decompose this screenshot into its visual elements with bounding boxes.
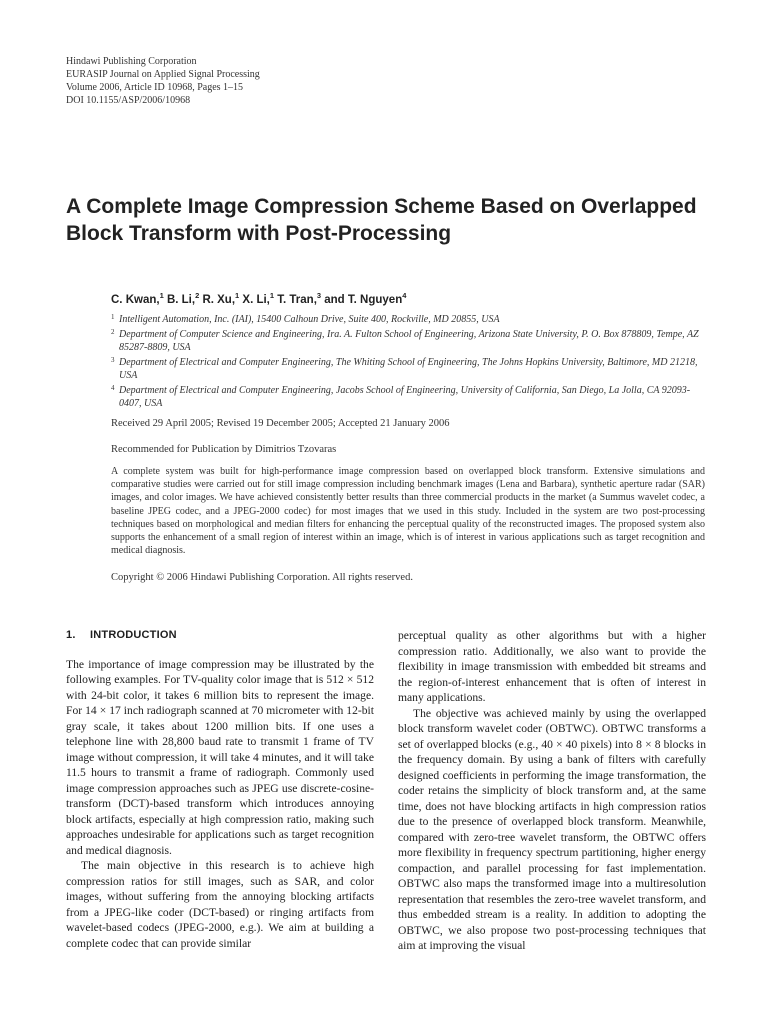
recommended-by: Recommended for Publication by Dimitrios Tzovaras (111, 444, 337, 455)
affiliation: 2 Department of Computer Science and Engineering, Ira. A. Fulton School of Engineering, Arizona State University, P. O. Box 878809, Tempe, AZ 85287-8809, USA (111, 328, 699, 353)
paragraph: The importance of image compression may be illustrated by the following examples. For TV-quality color image that is 512 × 512 with 24-bit color, it takes 6 million bits to represent the image. For 14 × 17 inch radiograph scanned at 70 micrometer with 12-bit gray scale, it takes about 1200 million bits. If one uses a telephone line with 28,800 baud rate to transmit 1 frame of TV image without compression, it will take 4 minutes, and it will take 11.5 hours to transmit a frame of radiograph. Commonly used image compression approaches such as JPEG use discrete-cosine-transform (DCT)-based transform which introduces annoying block artifacts, especially at high compression ratio, making such approaches undesirable for applications such as target recognition and medical diagnosis. (66, 657, 374, 857)
paper-title: A Complete Image Compression Scheme Based on Overlapped Block Transform with Post-Processing (66, 195, 697, 245)
affiliation-list (111, 313, 711, 412)
body-column-left (66, 628, 374, 951)
paragraph: The main objective in this research is to achieve high compression ratios for still images, such as SAR, and color images, without suffering from the annoying blocking artifacts from a JPEG-like coder (DCT-based) or ringing artifacts from wavelet-based codecs (JPEG-2000, e.g.). We aim at building a complete codec that can provide similar (66, 859, 374, 950)
doi-line: DOI 10.1155/ASP/2006/10968 (66, 95, 191, 106)
paragraph: perceptual quality as other algorithms but with a higher compression ratio. Additionally, we also want to provide the flexibility in image transmission with embedded bit streams and the region-of-interest enhancement that is often of interest in many applications. (398, 629, 706, 704)
body-column-right (398, 628, 706, 954)
affiliation: 4 Department of Electrical and Computer Engineering, Jacobs School of Engineering, University of California, San Diego, La Jolla, CA 92093-0407, USA (111, 384, 691, 409)
journal-line: EURASIP Journal on Applied Signal Processing (66, 69, 260, 80)
abstract: A complete system was built for high-performance image compression based on overlapped block transform. Extensive simulations and comparative studies were carried out for still image compression including benchmark images (Lena and Barbara), synthetic aperture radar (SAR) images, and color images. We have achieved consistently better results than three commercial products in the market (a Summus wavelet codec, a baseline JPEG codec, and a JPEG-2000 codec) for most images that we used in this study. Included in the system are two post-processing techniques based on morphological and median filters for enhancing the perceptual quality of the reconstructed images. The proposed system also supports the enhancement of a small region of interest within an image, which is of interest in various applications such as target recognition and medical diagnosis. (111, 466, 705, 557)
author: T. Tran,$^3$ (277, 291, 322, 306)
affiliation: 3 Department of Electrical and Computer Engineering, The Whiting School of Engineering, The Johns Hopkins University, Baltimore, MD 21218, USA (111, 356, 698, 381)
author: C. Kwan,$^1$ (111, 291, 164, 306)
affiliation: 1 Intelligent Automation, Inc. (IAI), 15400 Calhoun Drive, Suite 400, Rockville, MD 20855, USA (111, 313, 500, 325)
author-list (111, 291, 406, 306)
copyright-notice: Copyright © 2006 Hindawi Publishing Corporation. All rights reserved. (111, 572, 413, 583)
publisher-line: Hindawi Publishing Corporation (66, 56, 197, 67)
submission-dates: Received 29 April 2005; Revised 19 December 2005; Accepted 21 January 2006 (111, 418, 450, 429)
publication-info (66, 55, 260, 107)
author: X. Li,$^1$ (242, 291, 275, 306)
author: and T. Nguyen$^4$ (324, 291, 407, 306)
section-number: 1. (66, 629, 76, 641)
section-title: INTRODUCTION (90, 629, 177, 641)
paragraph: The objective was achieved mainly by using the overlapped block transform wavelet coder (OBTWC). OBTWC transforms a set of overlapped blocks (e.g., 40 × 40 pixels) into 8 × 8 blocks in the frequency domain. By using a bank of filters with carefully designed coefficients in performing the image transformation, the coder retains the simplicity of block transform and, at the same time, does not have blocking artifacts in high compression ratios due to the presence of overlapped block transform. Meanwhile, compared with zero-tree wavelet transform, the OBTWC offers more flexibility in frequency spectrum partitioning, higher energy compaction, and parallel processing for fast implementation. OBTWC also maps the transformed image into a multiresolution representation that resembles the zero-tree wavelet transform, and thus embedded stream is a reality. In addition to adopting the OBTWC, we also propose two post-processing techniques that aim at improving the visual (398, 706, 706, 952)
volume-line: Volume 2006, Article ID 10968, Pages 1–15 (66, 82, 244, 93)
section-heading (66, 628, 374, 644)
author: B. Li,$^2$ (166, 291, 200, 306)
author: R. Xu,$^1$ (202, 291, 240, 306)
